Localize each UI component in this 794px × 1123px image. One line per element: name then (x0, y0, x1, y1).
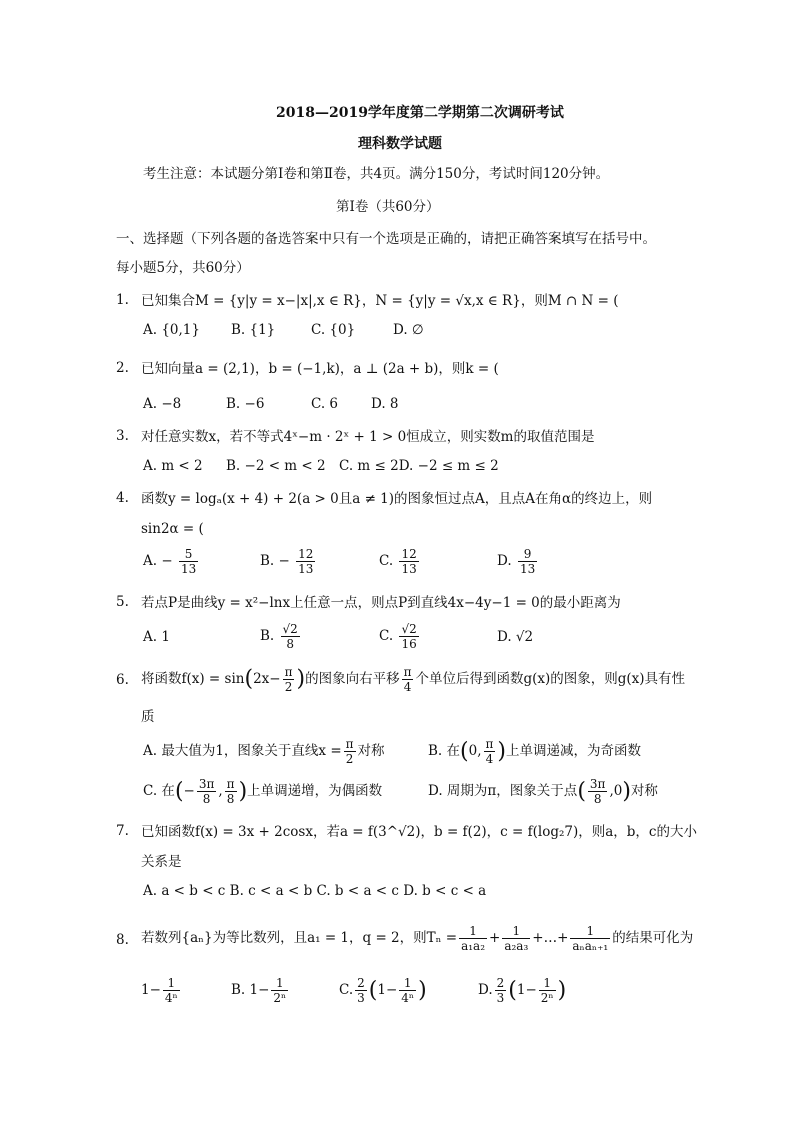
stem-part: 的图象向右平移 (305, 671, 400, 687)
question-stem: 已知向量a = (2,1)，b = (−1,k)，a ⊥ (2a + b)，则k = ( (141, 361, 499, 377)
option-b (260, 622, 302, 651)
numerator: 1 (502, 924, 530, 939)
question-stem: 已知函数f(x) = 3x + 2cosx，若a = f(3^√2)，b = f(2)，c = f(log₂7)，则a，b，c的大小 (141, 824, 697, 840)
fraction (355, 976, 367, 1005)
stem-part: 若数列{aₙ}为等比数列，且a₁ = 1，q = 2，则Tₙ = (141, 930, 458, 946)
fraction (197, 777, 217, 806)
option-a (143, 547, 200, 576)
fraction (163, 976, 180, 1005)
option-b (231, 976, 290, 1005)
fraction (399, 976, 416, 1005)
numerator: 2 (496, 976, 505, 990)
option-label: B. (260, 628, 275, 644)
section-heading-cont: 每小题5分，共60分） (116, 260, 250, 276)
part-heading: 第Ⅰ卷（共60分） (336, 199, 440, 215)
exam-notice: 考生注意：本试题分第Ⅰ卷和第Ⅱ卷，共4页。满分150分，考试时间120分钟。 (143, 166, 610, 182)
option-text: 0, (468, 743, 482, 759)
paren-close: ) (622, 779, 631, 804)
question-number: 5. (116, 594, 129, 610)
stem-part: 2x− (253, 671, 281, 687)
denominator: 16 (401, 637, 417, 651)
numerator: π (345, 737, 354, 751)
question-stem (141, 924, 693, 953)
question-stem-cont: sin2α = ( (141, 521, 204, 537)
question-stem: 若点P是曲线y = x²−lnx上任意一点，则点P到直线4x−4y−1 = 0的最小距离为 (141, 595, 621, 611)
option-d (497, 547, 539, 576)
paren-close: ) (238, 779, 248, 804)
fraction (281, 622, 300, 651)
denominator: 2 (284, 680, 293, 694)
paren-close: ) (497, 739, 506, 764)
denominator: 8 (593, 792, 602, 806)
minus-sign: − (278, 553, 290, 569)
question-number: 4. (116, 490, 129, 506)
option-label: D. (497, 553, 512, 569)
denominator: 4 (403, 680, 412, 694)
question-number: 3. (116, 428, 129, 444)
option-a: A. m < 2 (143, 458, 203, 474)
question-stem-cont: 关系是 (141, 854, 182, 870)
question-number: 7. (116, 823, 129, 839)
denominator: a₂a₃ (504, 939, 529, 953)
fraction (344, 737, 356, 766)
paren-close: ) (418, 978, 427, 1003)
numerator: 12 (401, 547, 417, 561)
denominator: 13 (298, 562, 314, 576)
options-row: A. a < b < c B. c < a < b C. b < a < c D. b < c < a (143, 883, 487, 899)
numerator: π (403, 665, 412, 679)
fraction (518, 547, 537, 576)
plus-sign: + (489, 930, 501, 946)
fraction (399, 547, 418, 576)
numerator: 1 (271, 976, 288, 991)
numerator: 3π (589, 777, 606, 791)
fraction (539, 976, 556, 1005)
fraction (271, 976, 288, 1005)
numerator: 9 (518, 547, 537, 562)
paren-close: ) (557, 978, 567, 1003)
option-c: C. 6 (311, 396, 339, 412)
option-a: A. {0,1} (143, 322, 200, 338)
option-label: C. (379, 628, 394, 644)
numerator: π (485, 737, 494, 751)
fraction (179, 547, 198, 576)
option-label: C. (339, 982, 354, 998)
numerator: π (284, 665, 293, 679)
option-text: 上单调递增，为偶函数 (247, 783, 383, 799)
option-c (339, 976, 427, 1005)
option-text: 对称 (630, 783, 658, 799)
minus-sign: − (161, 553, 173, 569)
stem-part: 将函数f(x) = sin (141, 671, 245, 687)
question-stem: 函数y = logₐ(x + 4) + 2(a > 0且a ≠ 1)的图象恒过点A，且点A在角α的终边上，则 (141, 491, 653, 507)
option-text: 上单调递减，为奇函数 (505, 743, 641, 759)
option-text: C. 在 (143, 783, 175, 799)
denominator: 2ⁿ (540, 991, 554, 1005)
numerator: √2 (282, 622, 298, 636)
stem-part: 的结果可化为 (612, 930, 694, 946)
fraction (225, 777, 237, 806)
denominator: 4ⁿ (401, 991, 415, 1005)
question-number: 6. (116, 672, 129, 688)
option-b (260, 547, 317, 576)
denominator: a₁a₂ (461, 939, 486, 953)
question-stem-cont: 质 (141, 709, 155, 725)
numerator: 1 (539, 976, 556, 991)
option-text: 1− (516, 982, 537, 998)
question-stem (141, 665, 685, 694)
question-number: 2. (116, 360, 129, 376)
option-a: A. −8 (143, 396, 182, 412)
option-d (478, 976, 566, 1005)
option-text: A. 最大值为1，图象关于直线x = (143, 743, 342, 759)
paren-open: ( (460, 739, 469, 764)
option-text: B. 在 (428, 743, 461, 759)
ellipsis-sum: +…+ (532, 930, 569, 946)
option-c (143, 777, 382, 806)
fraction (495, 976, 507, 1005)
option-label: C. (379, 553, 394, 569)
numerator: √2 (401, 622, 417, 636)
denominator: 2ⁿ (273, 991, 287, 1005)
section-heading: 一、选择题（下列各题的备选答案中只有一个选项是正确的，请把正确答案填写在括号中。 (116, 231, 656, 247)
paren-open: ( (368, 978, 378, 1003)
exam-subtitle: 理科数学试题 (358, 136, 442, 152)
numerator: 1 (459, 924, 487, 939)
denominator: 4ⁿ (164, 991, 178, 1005)
option-c (379, 547, 421, 576)
exam-title: 2018—2019学年度第二学期第二次调研考试 (276, 105, 564, 121)
fraction (502, 924, 530, 953)
option-text: D. 周期为π，图象关于点 (428, 783, 578, 799)
fraction (459, 924, 487, 953)
option-text: ,0 (609, 783, 623, 799)
option-c: C. {0} (311, 322, 356, 338)
numerator: π (226, 777, 235, 791)
option-d: D. √2 (497, 629, 534, 645)
denominator: 3 (357, 991, 365, 1005)
option-b (428, 737, 641, 766)
option-text: 1− (377, 982, 398, 998)
paren-open: ( (174, 779, 184, 804)
denominator: 13 (180, 562, 197, 576)
option-b: B. −2 < m < 2 (226, 458, 326, 474)
fraction (570, 924, 610, 953)
denominator: 8 (202, 792, 211, 806)
denominator: 13 (401, 562, 417, 576)
option-d: D. ∅ (393, 322, 424, 338)
question-stem: 已知集合M = {y|y = x−|x|,x ∈ R}，N = {y|y = √x,x ∈ R}，则M ∩ N = ( (141, 293, 619, 309)
option-text: B. 1− (231, 982, 270, 998)
option-text: 1− (141, 982, 161, 998)
fraction (588, 777, 608, 806)
option-text: , (218, 783, 223, 799)
paren-open: ( (244, 666, 254, 692)
option-a (141, 976, 182, 1005)
fraction (296, 547, 315, 576)
option-label: A. (143, 553, 158, 569)
fraction (283, 665, 295, 694)
stem-part: 个单位后得到函数g(x)的图象，则g(x)具有性 (415, 671, 686, 687)
option-d (428, 777, 658, 806)
denominator: 2 (345, 752, 354, 766)
option-a: A. 1 (143, 629, 170, 645)
option-b: B. −6 (226, 396, 265, 412)
numerator: 5 (179, 547, 198, 562)
paren-open: ( (577, 779, 586, 804)
option-label: D. (478, 982, 493, 998)
option-d: D. 8 (371, 396, 399, 412)
question-number: 1. (116, 292, 129, 308)
option-label: B. (260, 553, 275, 569)
option-text: 对称 (357, 743, 385, 759)
fraction (402, 665, 414, 694)
paren-close: ) (296, 666, 306, 692)
question-stem: 对任意实数x，若不等式4ˣ−m · 2ˣ + 1 > 0恒成立，则实数m的取值范围是 (141, 429, 595, 445)
numerator: 1 (163, 976, 180, 991)
numerator: 1 (570, 924, 610, 939)
numerator: 12 (298, 547, 314, 561)
denominator: 4 (485, 752, 494, 766)
paren-open: ( (508, 978, 517, 1003)
denominator: aₙaₙ₊₁ (572, 939, 609, 953)
option-text: − (183, 783, 195, 799)
option-c (379, 622, 421, 651)
fraction (399, 622, 418, 651)
option-b: B. {1} (231, 322, 276, 338)
denominator: 3 (496, 991, 505, 1005)
option-c-d: C. m ≤ 2D. −2 ≤ m ≤ 2 (339, 458, 499, 474)
option-a (143, 737, 385, 766)
denominator: 8 (226, 792, 235, 806)
fraction (484, 737, 496, 766)
numerator: 3π (198, 777, 215, 791)
numerator: 1 (399, 976, 416, 991)
question-number: 8. (116, 932, 129, 948)
numerator: 2 (357, 976, 365, 990)
denominator: 13 (519, 562, 536, 576)
denominator: 8 (286, 637, 294, 651)
